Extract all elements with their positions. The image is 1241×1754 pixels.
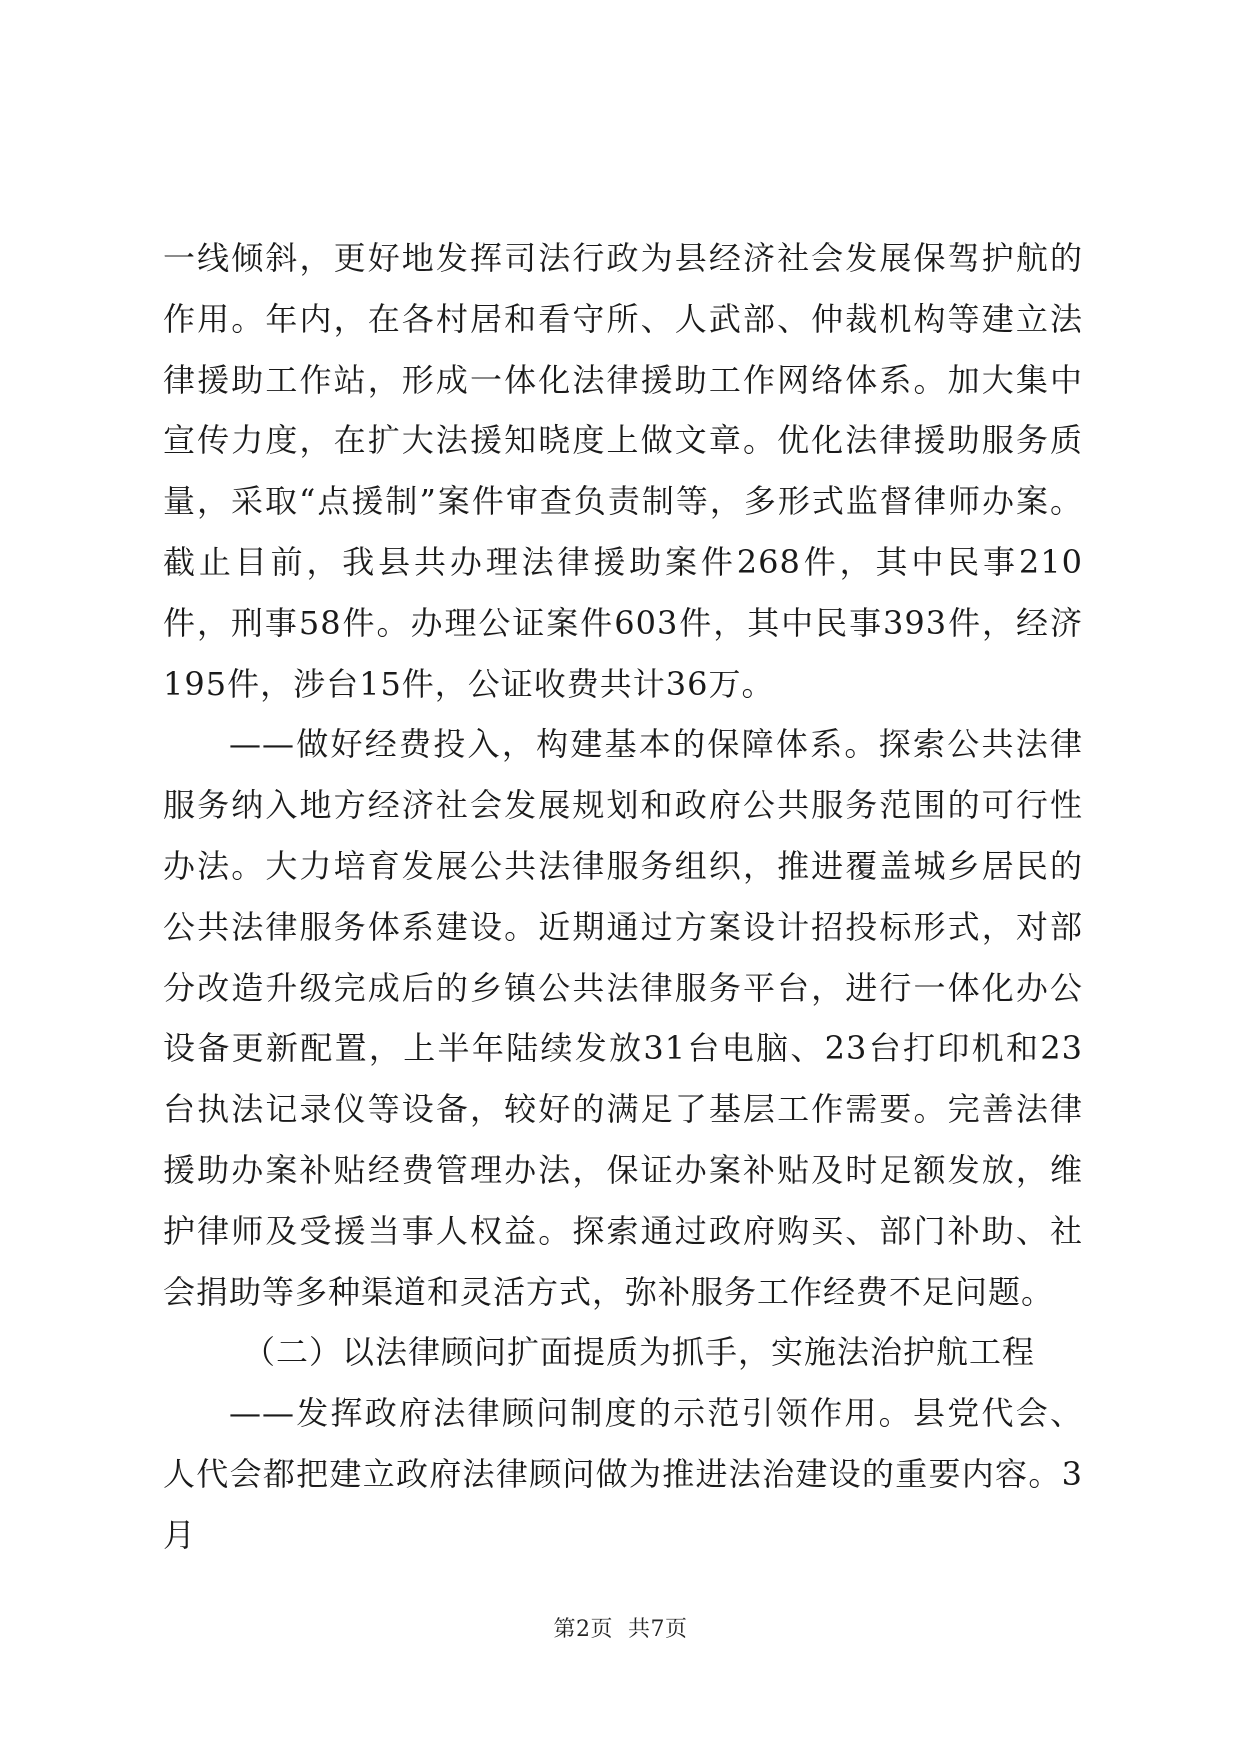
page-footer — [0, 1612, 1241, 1643]
paragraph-legal-aid-continuation: 一线倾斜，更好地发挥司法行政为县经济社会发展保驾护航的作用。年内，在各村居和看守所、人武部、仲裁机构等建立法律援助工作站，形成一体化法律援助工作网络体系。加大集中宣传力度，在扩大法援知晓度上做文章。优化法律援助服务质量，采取“点援制”案件审查负责制等，多形式监督律师办案。截止目前，我县共办理法律援助案件268件，其中民事210件，刑事58件。办理公证案件603件，其中民事393件，经济195件，涉台15件，公证收费共计36万。 — [163, 239, 1083, 703]
document-body — [163, 228, 1083, 1566]
page-total: 共7页 — [628, 1617, 688, 1642]
paragraph-government-legal-advisor: ——发挥政府法律顾问制度的示范引领作用。县党代会、人代会都把建立政府法律顾问做为推进法治建设的重要内容。3月 — [163, 1394, 1083, 1554]
section-heading-legal-advisor: （二）以法律顾问扩面提质为抓手，实施法治护航工程 — [243, 1333, 1036, 1372]
page-number: 第2页 — [553, 1617, 613, 1642]
paragraph-funding-guarantee: ——做好经费投入，构建基本的保障体系。探索公共法律服务纳入地方经济社会发展规划和政府公共服务范围的可行性办法。大力培育发展公共法律服务组织，推进覆盖城乡居民的公共法律服务体系建设。近期通过方案设计招投标形式，对部分改造升级完成后的乡镇公共法律服务平台，进行一体化办公设备更新配置，上半年陆续发放31台电脑、23台打印机和23台执法记录仪等设备，较好的满足了基层工作需要。完善法律援助办案补贴经费管理办法，保证办案补贴及时足额发放，维护律师及受援当事人权益。探索通过政府购买、部门补助、社会捐助等多种渠道和灵活方式，弥补服务工作经费不足问题。 — [163, 725, 1083, 1311]
